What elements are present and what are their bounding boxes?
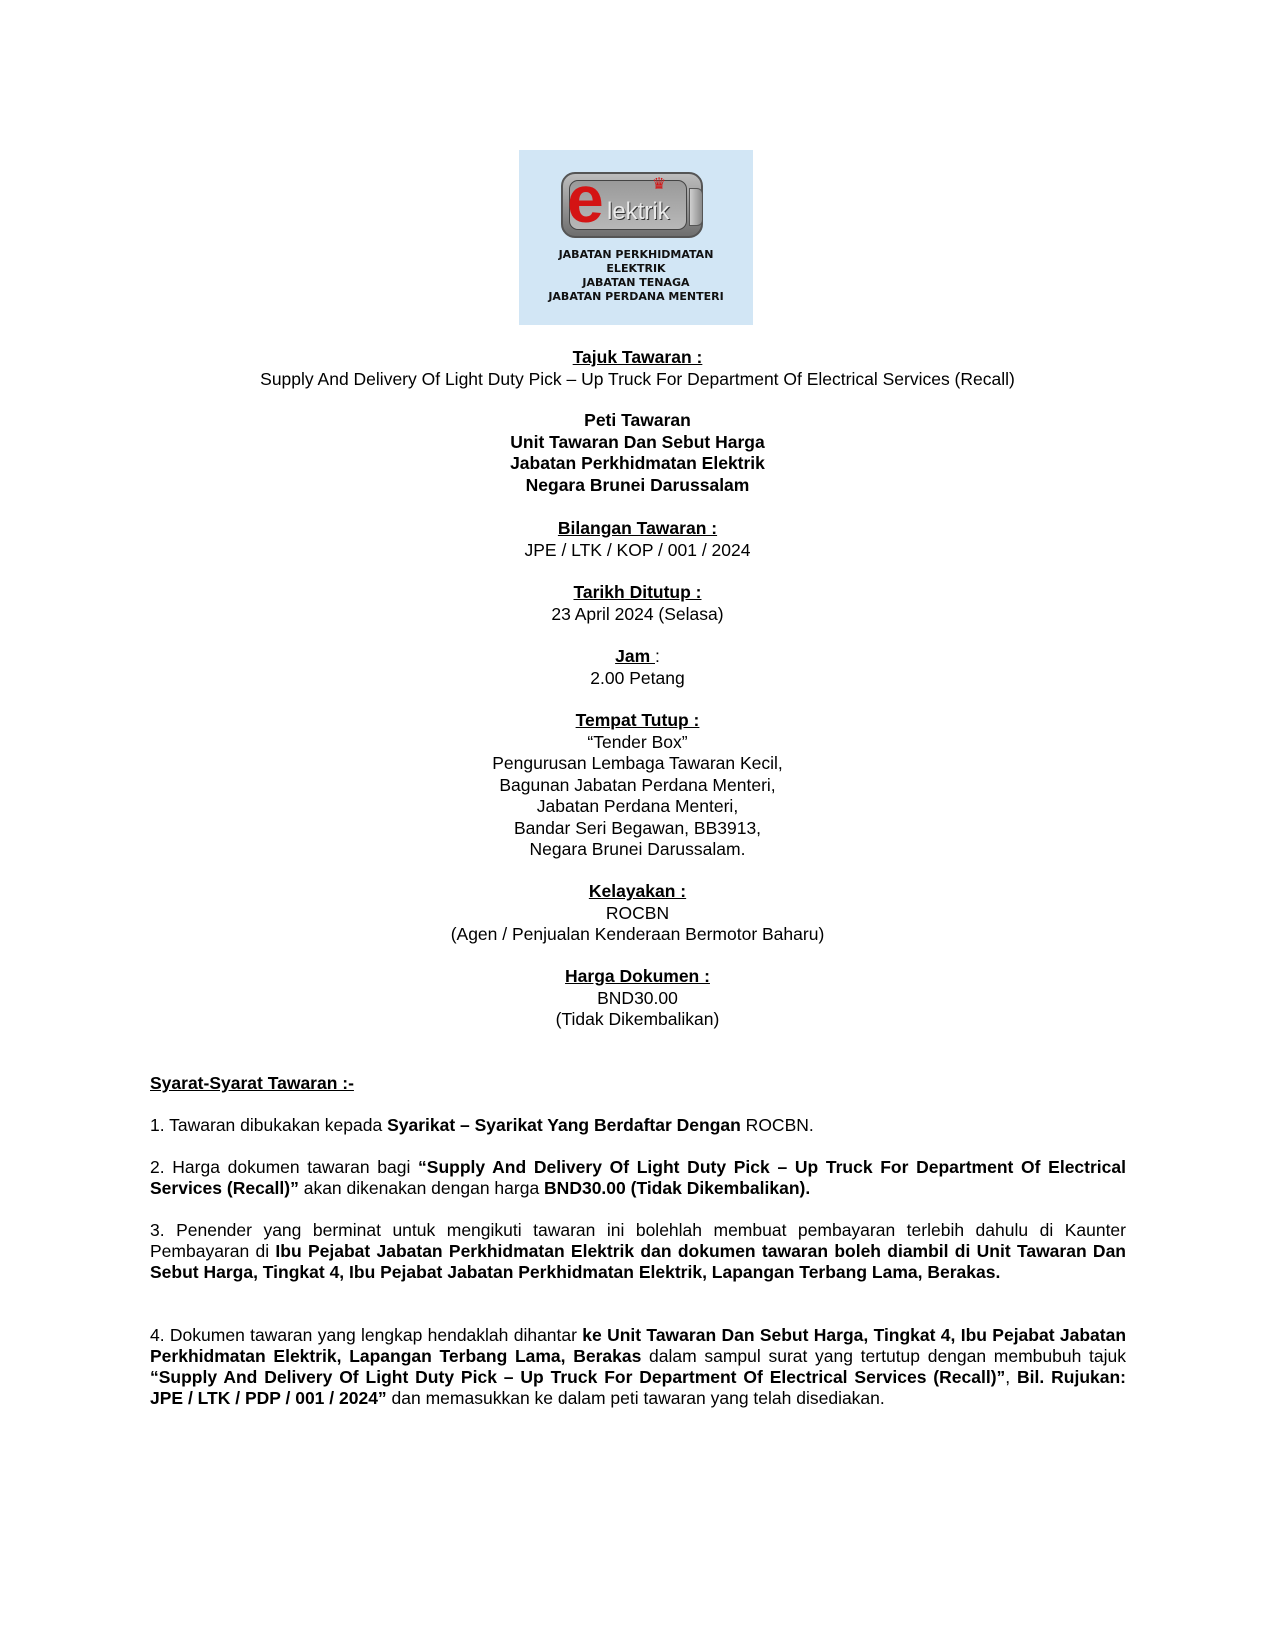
bilangan-section [0, 518, 1275, 561]
harga-section: Harga Dokumen : BND30.00 (Tidak Dikembalikan) [0, 966, 1275, 1031]
elektrik-badge [561, 162, 703, 238]
crown-icon: ♛ [651, 176, 667, 193]
tarikh-label: Tarikh Ditutup : [573, 582, 702, 602]
harga-label: Harga Dokumen : [565, 966, 710, 986]
condition-1: 1. Tawaran dibukakan kepada Syarikat – Syarikat Yang Berdaftar Dengan ROCBN. [150, 1115, 814, 1135]
title-value: Supply And Delivery Of Light Duty Pick – Up Truck For Department Of Electrical Services (Recall) [260, 368, 1015, 389]
tarikh-value: 23 April 2024 (Selasa) [551, 603, 724, 624]
condition-2: 2. Harga dokumen tawaran bagi “Supply And Delivery Of Light Duty Pick – Up Truck For Department Of Electrical Services (Recall)” akan dikenakan dengan harga BND30.00 (Tidak Dikembalikan). [150, 1157, 1126, 1198]
tempat-section: Tempat Tutup : “Tender Box” Pengurusan Lembaga Tawaran Kecil, Bagunan Jabatan Perdana Menteri, Jabatan Perdana Menteri, Bandar Seri Begawan, BB3913, Negara Brunei Darussalam. [0, 710, 1275, 861]
bilangan-label: Bilangan Tawaran : [557, 518, 718, 538]
condition-3: 3. Penender yang berminat untuk mengikuti tawaran ini bolehlah membuat pembayaran terlebih dahulu di Kaunter Pembayaran di Ibu Pejabat Jabatan Perkhidmatan Elektrik dan dokumen tawaran boleh diambil di Unit Tawaran Dan Sebut Harga, Tingkat 4, Ibu Pejabat Jabatan Perkhidmatan Elektrik, Lapangan Terbang Lama, Berakas. [150, 1220, 1126, 1282]
jam-label: Jam [615, 646, 655, 666]
tempat-label: Tempat Tutup : [575, 710, 700, 730]
jam-value: 2.00 Petang [590, 667, 685, 688]
logo-word: lektrik [607, 198, 670, 225]
department-logo [519, 150, 753, 325]
condition-4: 4. Dokumen tawaran yang lengkap hendaklah dihantar ke Unit Tawaran Dan Sebut Harga, Tingkat 4, Ibu Pejabat Jabatan Perkhidmatan Elektrik, Lapangan Terbang Lama, Berakas dalam sampul surat yang tertutup dengan membubuh tajuk “Supply And Delivery Of Light Duty Pick – Up Truck For Department Of Electrical Services (Recall)”, Bil. Rujukan: JPE / LTK / PDP / 001 / 2024” dan memasukkan ke dalam peti tawaran yang telah disediakan. [150, 1325, 1127, 1408]
kelayakan-label: Kelayakan : [588, 881, 687, 901]
logo-caption: JABATAN PERKHIDMATAN ELEKTRIK JABATAN TENAGA JABATAN PERDANA MENTERI [548, 248, 724, 303]
tarikh-section [0, 582, 1275, 625]
kelayakan-section: Kelayakan : ROCBN (Agen / Penjualan Kenderaan Bermotor Baharu) [0, 881, 1275, 946]
bilangan-value: JPE / LTK / KOP / 001 / 2024 [524, 539, 751, 560]
peti-section: Peti Tawaran Unit Tawaran Dan Sebut Harga Jabatan Perkhidmatan Elektrik Negara Brunei Darussalam [510, 410, 765, 495]
title-section [0, 347, 1275, 390]
syarat-heading: Syarat-Syarat Tawaran :- [150, 1073, 354, 1093]
jam-section: Jam : 2.00 Petang [0, 646, 1275, 689]
title-label: Tajuk Tawaran : [572, 347, 703, 367]
logo-e-letter: e [567, 162, 604, 236]
